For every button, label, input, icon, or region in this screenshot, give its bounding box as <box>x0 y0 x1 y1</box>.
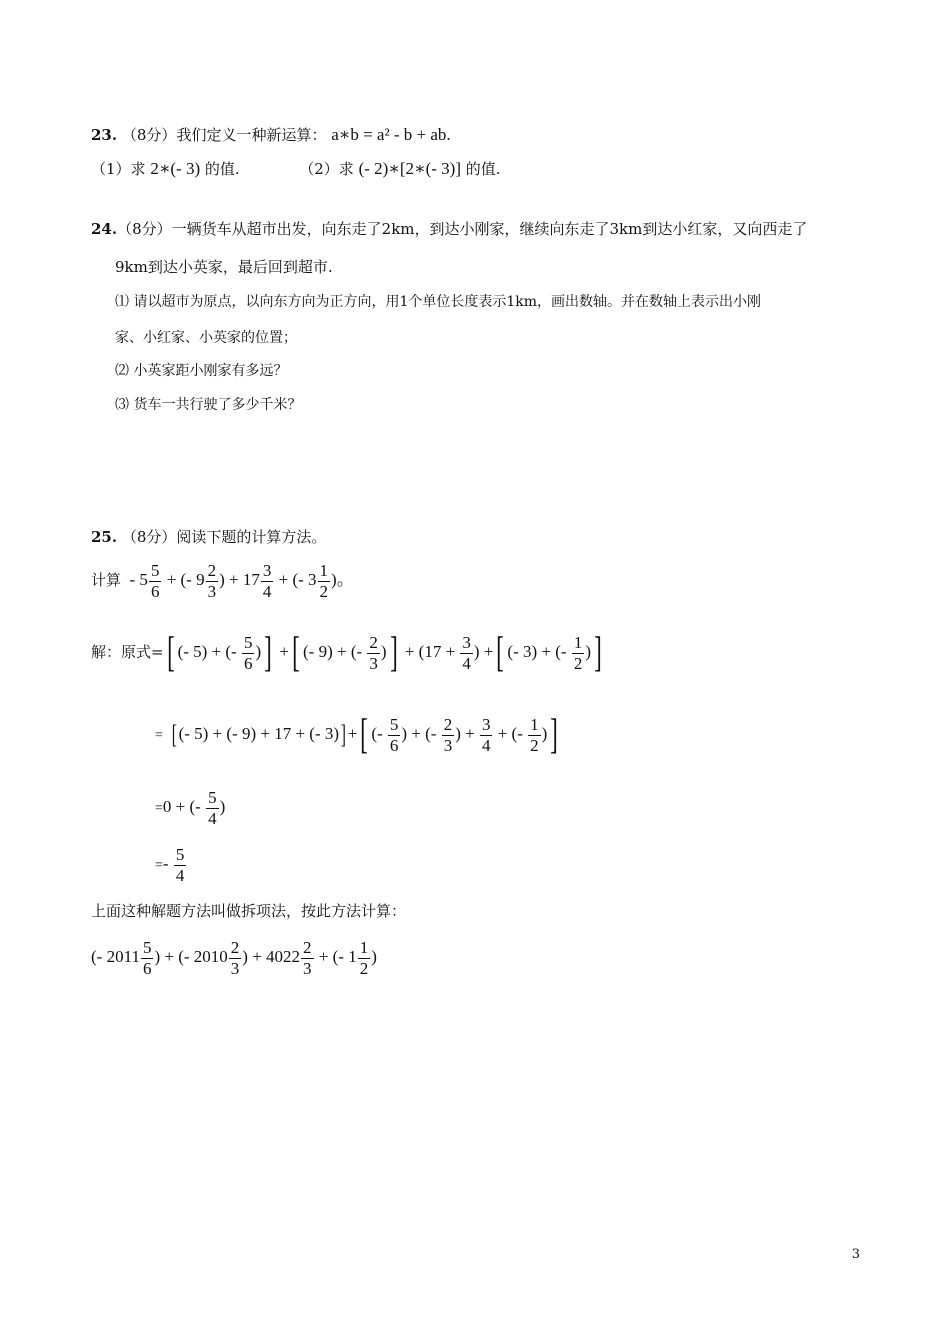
q25-solution-step1: 解：原式=[ (- 5) + (- $\frac{5}{6}$ )] +[ (- 9) + (- $\frac{2}{3}$ )] + (17 + $\frac{3}{4}$ ) +[ (- 3) + (- $\frac{1}{2}$ )] <box>91 630 602 677</box>
q24-part2: ⑵ 小英家距小刚家有多远？ <box>115 363 288 379</box>
q24-part1-line2: 家、小红家、小英家的位置； <box>115 330 297 346</box>
q23-part2-tail: 的值. <box>465 160 501 178</box>
q23-definition: a∗b = a² - b + ab. <box>331 125 451 144</box>
q25-calc-expression: 计算 - 5 $\frac{5}{6}$ + (- 9 $\frac{2}{3}$ ) + 17 $\frac{3}{4}$ + (- 3 $\frac{1}{2}$ )。 <box>91 560 354 601</box>
q23-header <box>91 124 451 146</box>
q24-number: 24. <box>91 220 118 238</box>
q25-method-note: 上面这种解题方法叫做拆项法，按此方法计算： <box>91 902 407 920</box>
q25-stem: （8分）阅读下题的计算方法。 <box>121 528 327 546</box>
q23-part2-label: （2）求 <box>299 160 354 178</box>
q25-solution-step2: = [ (- 5) + (- 9) + 17 + (- 3)] +[ (- $\frac{5}{6}$ ) + (- $\frac{2}{3}$ ) + $\frac{3}{4}$ + (- $\frac{1}{2}$ )] <box>155 712 559 759</box>
q25-number: 25. <box>91 528 118 546</box>
q25-solution-step4: =- $\frac{5}{4}$ <box>155 844 185 885</box>
q25-solution-step3: =0 + (- $\frac{5}{4}$ ) <box>155 787 226 828</box>
q25-header <box>91 526 326 548</box>
q24-stem-line1: （8分）一辆货车从超市出发，向东走了2km，到达小刚家，继续向东走了3km到达小红家，又向西走了 <box>117 220 808 238</box>
q23-number: 23. <box>91 126 118 144</box>
q25-exercise-expression: (- 2011 $\frac{5}{6}$ ) + (- 2010 $\frac{2}{3}$ ) + 4022 $\frac{2}{3}$ + (- 1 $\frac{1}{2}$ ) <box>91 937 377 978</box>
q24-part1-line1: ⑴ 请以超市为原点，以向东方向为正方向，用1个单位长度表示1km，画出数轴。并在数轴上表示出小刚 <box>115 294 762 310</box>
q23-stem: 我们定义一种新运算： <box>176 126 327 144</box>
page-number: 3 <box>851 1247 860 1262</box>
q23-part1-tail: 的值. <box>204 160 240 178</box>
q25-solution-label: 解：原式= <box>91 643 164 661</box>
q24-line1 <box>91 218 807 240</box>
q23-points: （8分） <box>121 126 177 144</box>
q23-part1-expr: 2∗(- 3) <box>150 159 201 178</box>
q25-calc-label: 计算 <box>91 571 122 589</box>
q23-part1-label: （1）求 <box>91 160 146 178</box>
q23-parts <box>91 158 501 180</box>
q24-stem-line2: 9km到达小英家，最后回到超市. <box>115 258 333 276</box>
q24-part3: ⑶ 货车一共行驶了多少千米？ <box>115 397 302 413</box>
q23-part2-expr: (- 2)∗[2∗(- 3)] <box>358 159 461 178</box>
